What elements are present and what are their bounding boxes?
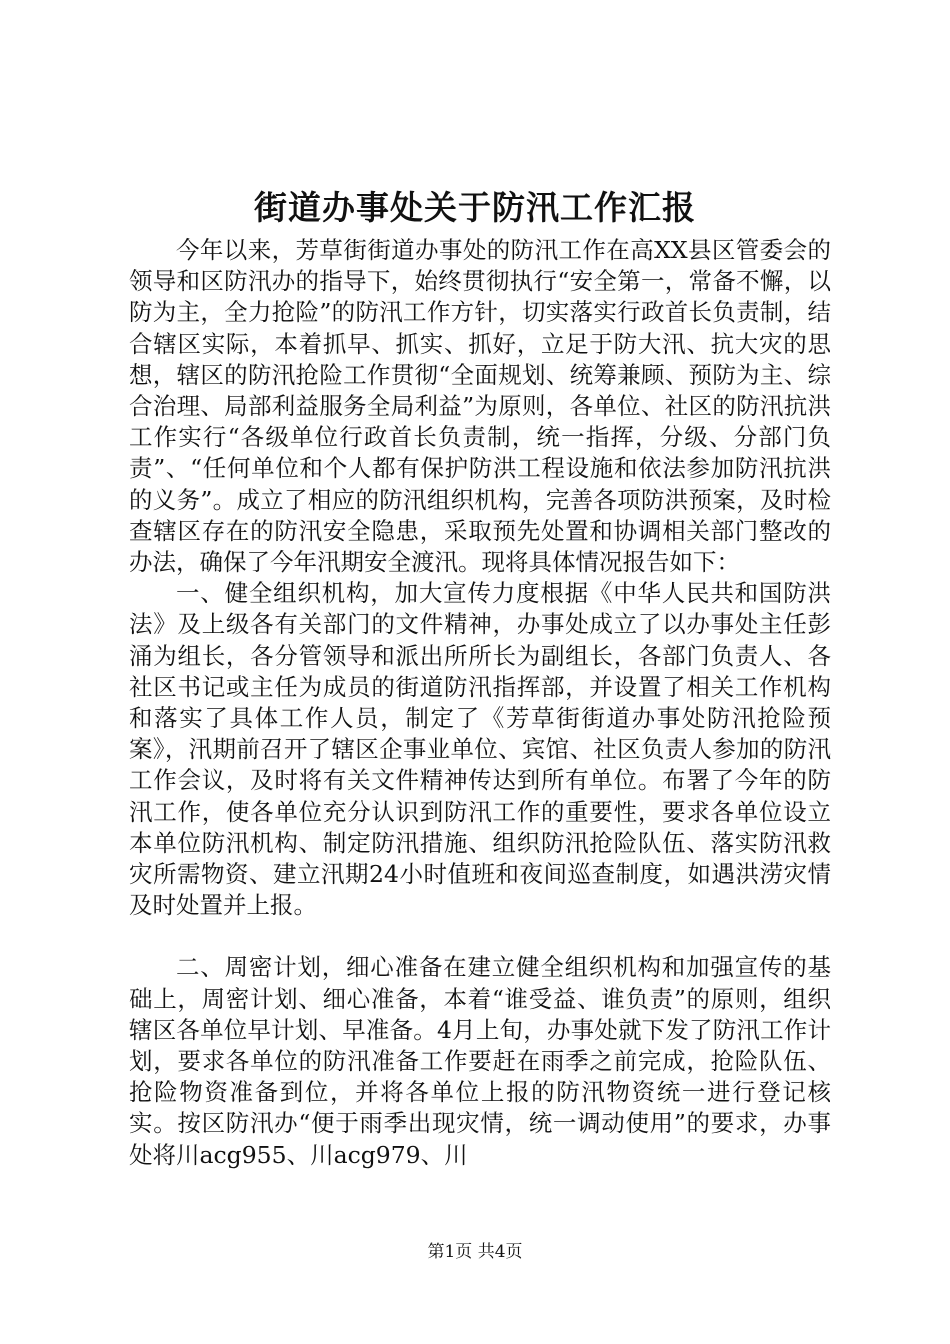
paragraph-section-2: 二、周密计划，细心准备在建立健全组织机构和加强宣传的基础上，周密计划、细心准备，本着“谁受益、谁负责”的原则，组织辖区各单位早计划、早准备。4月上旬，办事处就下发了防汛工作计划，要求各单位的防汛准备工作要赶在雨季之前完成，抢险队伍、抢险物资准备到位，并将各单位上报的防汛物资统一进行登记核实。按区防汛办“便于雨季出现灾情，统一调动使用”的要求，办事处将川acg955、川acg979、川 (129, 953, 831, 1169)
page-number-footer: 第1页 共4页 (427, 1242, 523, 1262)
paragraph-section-1: 一、健全组织机构，加大宣传力度根据《中华人民共和国防洪法》及上级各有关部门的文件精神，办事处成立了以办事处主任彭涌为组长，各分管领导和派出所所长为副组长，各部门负责人、各社区书记或主任为成员的街道防汛指挥部，并设置了相关工作机构和落实了具体工作人员，制定了《芳草街街道办事处防汛抢险预案》，汛期前召开了辖区企事业单位、宾馆、社区负责人参加的防汛工作会议，及时将有关文件精神传达到所有单位。布署了今年的防汛工作，使各单位充分认识到防汛工作的重要性，要求各单位设立本单位防汛机构、制定防汛措施、组织防汛抢险队伍、落实防汛救灾所需物资、建立汛期24小时值班和夜间巡查制度，如遇洪涝灾情及时处置并上报。 (129, 579, 831, 920)
paragraph-intro: 今年以来，芳草街街道办事处的防汛工作在高XX县区管委会的领导和区防汛办的指导下，始终贯彻执行“安全第一，常备不懈，以防为主，全力抢险”的防汛工作方针，切实落实行政首长负责制，结合辖区实际，本着抓早、抓实、抓好，立足于防大汛、抗大灾的思想，辖区的防汛抢险工作贯彻“全面规划、统筹兼顾、预防为主、综合治理、局部利益服务全局利益”为原则，各单位、社区的防汛抗洪工作实行“各级单位行政首长负责制，统一指挥，分级、分部门负责”、“任何单位和个人都有保护防洪工程设施和依法参加防汛抗洪的义务”。成立了相应的防汛组织机构，完善各项防洪预案，及时检查辖区存在的防汛安全隐患，采取预先处置和协调相关部门整改的办法，确保了今年汛期安全渡汛。现将具体情况报告如下： (129, 236, 831, 577)
document-title: 街道办事处关于防汛工作汇报 (254, 188, 696, 227)
document-body (129, 235, 831, 1171)
